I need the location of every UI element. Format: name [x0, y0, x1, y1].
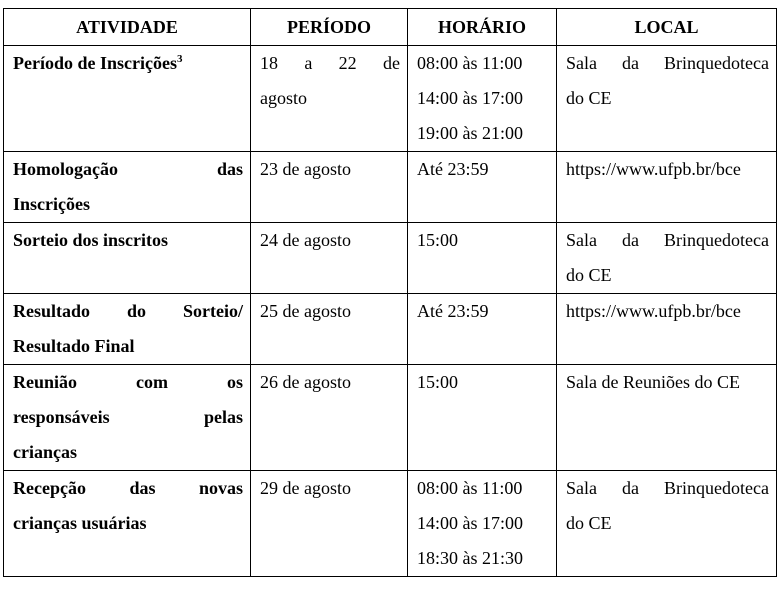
local-line: do CE [566, 265, 612, 285]
cell-periodo: 25 de agosto [251, 294, 408, 365]
periodo-line: 18 a 22 de [260, 53, 400, 73]
cell-periodo [251, 46, 408, 152]
local-line: do CE [566, 88, 612, 108]
local-line: Sala da Brinquedoteca [566, 53, 769, 73]
table-row [4, 294, 777, 365]
table-row [4, 152, 777, 223]
cell-local-link: https://www.ufpb.br/bce [557, 294, 777, 365]
horario-line: 14:00 às 17:00 [417, 88, 523, 108]
horario-line: 14:00 às 17:00 [417, 513, 523, 533]
atividade-line: Resultado Final [13, 336, 135, 356]
cell-local: Sala de Reuniões do CE [557, 365, 777, 471]
local-line: Sala da Brinquedoteca [566, 478, 769, 498]
cell-atividade [4, 152, 251, 223]
periodo-line: agosto [260, 88, 307, 108]
cell-atividade [4, 46, 251, 152]
table-row [4, 471, 777, 577]
cell-local [557, 471, 777, 577]
atividade-line: Homologação das [13, 159, 243, 179]
cell-local-link: https://www.ufpb.br/bce [557, 152, 777, 223]
local-line: Sala da Brinquedoteca [566, 230, 769, 250]
header-horario: HORÁRIO [408, 9, 557, 46]
table-row [4, 223, 777, 294]
header-row [4, 9, 777, 46]
atividade-line: crianças usuárias [13, 513, 147, 533]
cell-horario [408, 46, 557, 152]
table-row [4, 46, 777, 152]
atividade-line: Recepção das novas [13, 478, 243, 498]
cell-atividade: Sorteio dos inscritos [4, 223, 251, 294]
atividade-line: Resultado do Sorteio/ [13, 301, 243, 321]
cell-periodo: 29 de agosto [251, 471, 408, 577]
horario-line: 08:00 às 11:00 [417, 478, 523, 498]
cell-local [557, 223, 777, 294]
cell-horario: Até 23:59 [408, 152, 557, 223]
footnote-marker: 3 [176, 53, 183, 65]
cell-local [557, 46, 777, 152]
atividade-text: Período de Inscrições [13, 53, 177, 73]
cell-horario [408, 471, 557, 577]
horario-line: 08:00 às 11:00 [417, 53, 523, 73]
horario-line: 18:30 às 21:30 [417, 548, 523, 568]
cell-periodo: 23 de agosto [251, 152, 408, 223]
cell-horario: 15:00 [408, 223, 557, 294]
cell-horario: Até 23:59 [408, 294, 557, 365]
atividade-line: crianças [13, 442, 77, 462]
cell-atividade [4, 365, 251, 471]
cell-horario: 15:00 [408, 365, 557, 471]
header-periodo: PERÍODO [251, 9, 408, 46]
atividade-line: responsáveis pelas [13, 407, 243, 427]
local-line: do CE [566, 513, 612, 533]
atividade-line: Inscrições [13, 194, 90, 214]
cell-periodo: 26 de agosto [251, 365, 408, 471]
atividade-line: Reunião com os [13, 372, 243, 392]
cell-atividade [4, 294, 251, 365]
cell-periodo: 24 de agosto [251, 223, 408, 294]
horario-line: 19:00 às 21:00 [417, 123, 523, 143]
schedule-table [3, 8, 777, 577]
header-atividade: ATIVIDADE [4, 9, 251, 46]
header-local: LOCAL [557, 9, 777, 46]
cell-atividade [4, 471, 251, 577]
table-row [4, 365, 777, 471]
